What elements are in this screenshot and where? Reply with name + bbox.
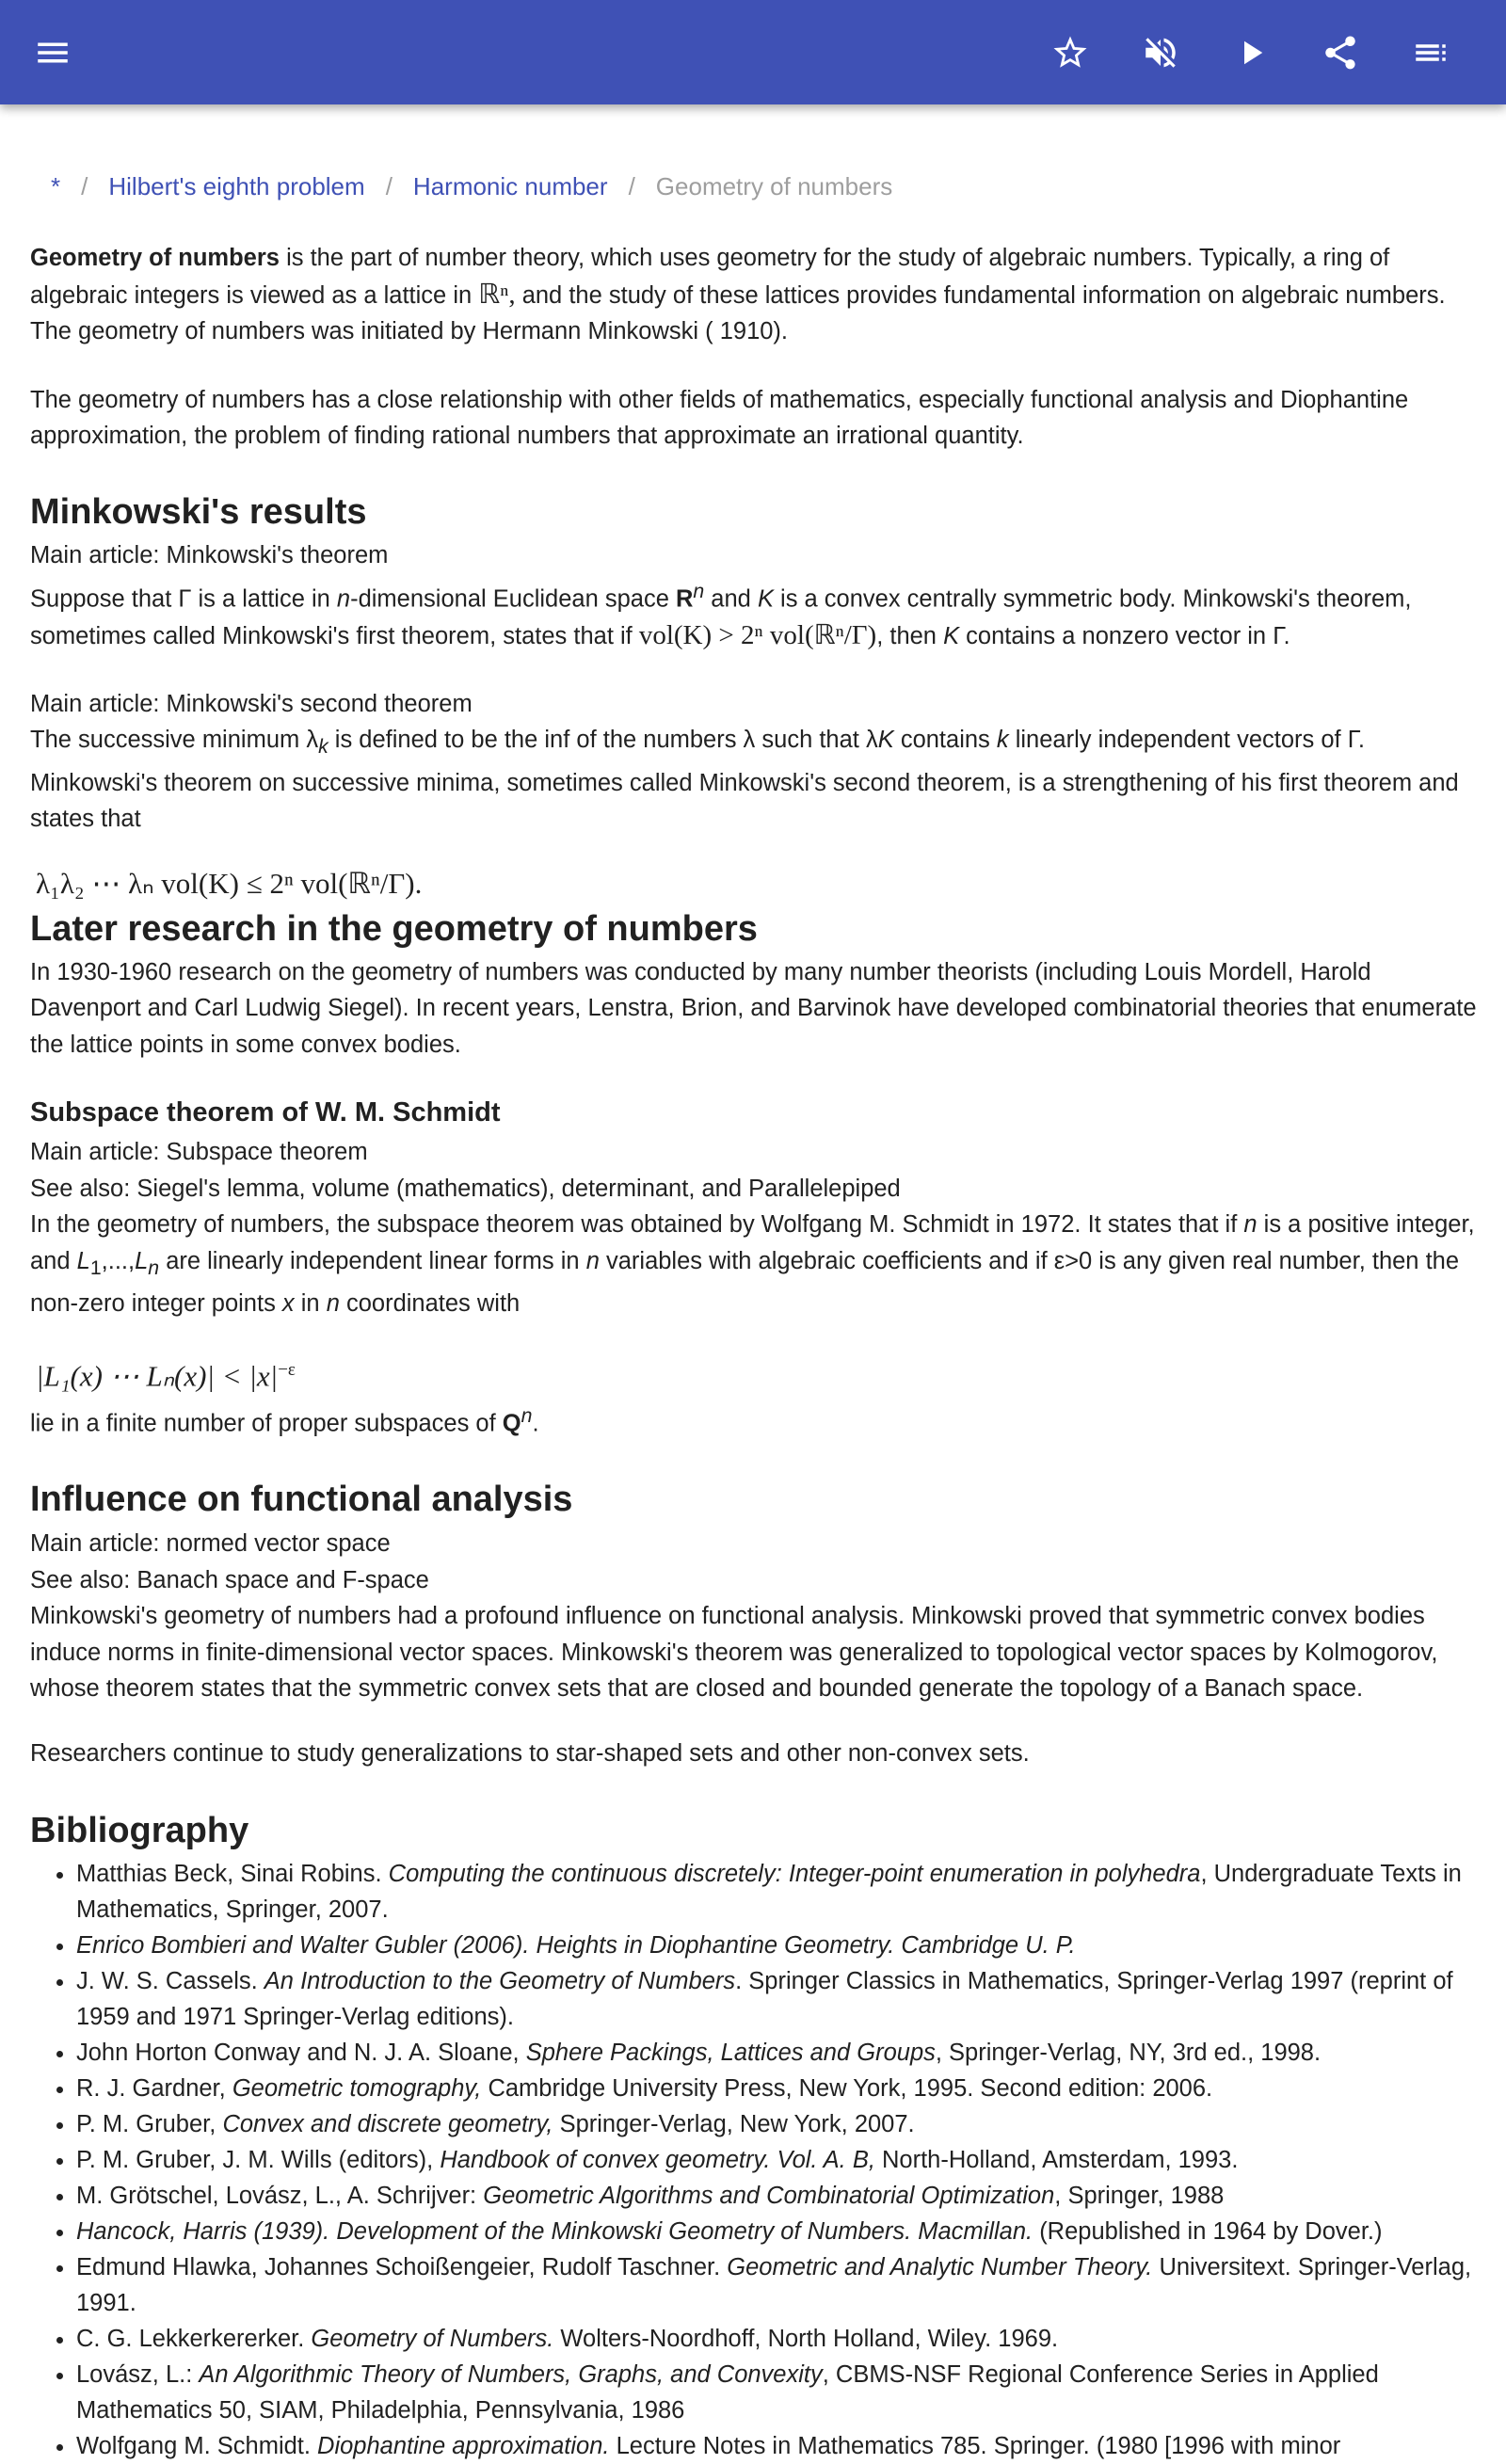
bibliography-text: Matthias Beck, Sinai Robins. bbox=[76, 1861, 389, 1888]
bibliography-item bbox=[76, 1856, 1480, 1928]
bibliography-text: Edmund Hlawka, Johannes Schoißengeier, Rudolf Taschner. bbox=[76, 2254, 728, 2281]
math-formula: λ₁λ₂ ⋯ λₙ vol(K) ≤ 2ⁿ vol(ℝⁿ/Γ). bbox=[36, 866, 423, 900]
paragraph bbox=[30, 1207, 1480, 1322]
text: is a positive integer, and bbox=[30, 1211, 1475, 1274]
text: is a convex centrally symmetric body. Minkowski's theorem, sometimes called Minkowski's first theorem, states that if bbox=[30, 585, 1412, 649]
share-icon[interactable] bbox=[1321, 33, 1360, 72]
bibliography-title: Geometric tomography, bbox=[232, 2075, 482, 2103]
bibliography-text: Wolters-Noordhoff, North Holland, Wiley. 1969. bbox=[553, 2326, 1059, 2353]
bibliography-list bbox=[30, 1856, 1480, 2464]
text: ,..., bbox=[101, 1247, 136, 1274]
bibliography-title: Enrico Bombieri and Walter Gubler (2006). Heights in Diophantine Geometry. Cambridge U. P. bbox=[76, 1932, 1076, 1960]
text: The successive minimum λ bbox=[30, 727, 319, 753]
bibliography-text: Lovász, L.: bbox=[76, 2361, 200, 2389]
text: in bbox=[294, 1290, 327, 1318]
breadcrumb-home[interactable]: * bbox=[51, 172, 61, 200]
bibliography-item bbox=[76, 1963, 1480, 2035]
bibliography-item bbox=[76, 2106, 1480, 2142]
bibliography-text: R. J. Gardner, bbox=[76, 2075, 232, 2103]
bibliography-text: Springer-Verlag, New York, 2007. bbox=[553, 2111, 915, 2138]
paragraph: Researchers continue to study generalizations to star-shaped sets and other non-convex sets. bbox=[30, 1739, 1030, 1767]
bibliography-item bbox=[76, 2214, 1480, 2249]
section-heading: Later research in the geometry of numbers bbox=[30, 908, 758, 949]
text: lie in a finite number of proper subspaces of bbox=[30, 1410, 503, 1437]
var: k bbox=[996, 727, 1009, 753]
bibliography-item bbox=[76, 2321, 1480, 2357]
text: is defined to be the inf of the numbers λ such that λ bbox=[328, 727, 878, 753]
see-also-note: See also: Banach space and F-space bbox=[30, 1566, 429, 1593]
text: contains bbox=[893, 727, 997, 753]
star-outline-icon[interactable] bbox=[1050, 33, 1090, 72]
var: Q bbox=[502, 1410, 521, 1437]
bibliography-text: P. M. Gruber, bbox=[76, 2111, 223, 2138]
var: n bbox=[326, 1290, 340, 1318]
main-article-note: Main article: Subspace theorem bbox=[30, 1139, 368, 1166]
text: -dimensional Euclidean space bbox=[350, 585, 676, 613]
bibliography-title: An Algorithmic Theory of Numbers, Graphs, and Convexity bbox=[199, 2361, 823, 2389]
bibliography-text: Lecture Notes in Mathematics 785. Springer. (1980 [1996 with minor bbox=[609, 2433, 1341, 2460]
bibliography-text: M. Grötschel, Lovász, L., A. Schrijver: bbox=[76, 2183, 484, 2210]
var: R bbox=[675, 585, 694, 613]
bibliography-item bbox=[76, 2428, 1480, 2464]
var: n bbox=[336, 585, 351, 613]
bibliography-title: Geometric and Analytic Number Theory. bbox=[727, 2254, 1153, 2281]
bibliography-text: . Springer Classics in Mathematics, Springer-Verlag 1997 (reprint of 1959 and 1971 Springer-Verlag editions). bbox=[76, 1968, 1453, 2031]
var: k bbox=[318, 735, 328, 759]
breadcrumb-separator: / bbox=[81, 172, 88, 200]
bibliography-text: , Undergraduate Texts in Mathematics, Springer, 2007. bbox=[76, 1861, 1462, 1924]
app-bar bbox=[0, 0, 1506, 104]
text: . bbox=[532, 1410, 539, 1437]
bibliography-title: Sphere Packings, Lattices and Groups bbox=[525, 2040, 936, 2067]
text: coordinates with bbox=[339, 1290, 521, 1318]
bibliography-text: J. W. S. Cassels. bbox=[76, 1968, 264, 1995]
paragraph: Minkowski's geometry of numbers had a profound influence on functional analysis. Minkowski proved that symmetric convex bodies induce norms in finite-dimensional vector spaces. Minkowski's theorem was generalized to topological vector spaces by Kolmogorov, whose theorem states that the symmetric convex sets that are closed and bounded generate the topology of a Banach space. bbox=[30, 1603, 1438, 1703]
breadcrumb bbox=[30, 168, 1480, 204]
bibliography-title: Hancock, Harris (1939). Development of the Minkowski Geometry of Numbers. Macmillan. bbox=[76, 2218, 1033, 2246]
var: K bbox=[757, 585, 774, 613]
bibliography-text: John Horton Conway and N. J. A. Sloane, bbox=[76, 2040, 526, 2067]
bibliography-text: (Republished in 1964 by Dover.) bbox=[1033, 2218, 1383, 2246]
bibliography-text: P. M. Gruber, J. M. Wills (editors), bbox=[76, 2147, 441, 2174]
bibliography-text: Cambridge University Press, New York, 1995. Second edition: 2006. bbox=[481, 2075, 1213, 2103]
bibliography-title: Geometry of Numbers. bbox=[311, 2326, 554, 2353]
var: L bbox=[76, 1247, 90, 1274]
text: In the geometry of numbers, the subspace theorem was obtained by Wolfgang M. Schmidt in 1972. It states that if bbox=[30, 1211, 1244, 1239]
breadcrumb-item[interactable]: Hilbert's eighth problem bbox=[108, 172, 365, 200]
var: n bbox=[693, 580, 705, 602]
bibliography-item bbox=[76, 2249, 1480, 2321]
intro-paragraph-2: The geometry of numbers has a close relationship with other fields of mathematics, especially functional analysis and Diophantine approximation, the problem of finding rational numbers that approximate an irrational quantity. bbox=[30, 386, 1409, 449]
var: n bbox=[1243, 1211, 1258, 1239]
math-formula bbox=[30, 1352, 1480, 1395]
bibliography-text: Universitext. Springer-Verlag, 1991. bbox=[76, 2254, 1472, 2317]
main-article-note: Main article: Minkowski's theorem bbox=[30, 541, 389, 568]
main-article-note: Main article: normed vector space bbox=[30, 1530, 391, 1558]
var: n bbox=[521, 1404, 533, 1428]
section-heading: Influence on functional analysis bbox=[30, 1480, 573, 1520]
text: linearly independent vectors of Γ. Minkowski's theorem on successive minima, sometimes called Minkowski's second theorem, is a strengthening of his first theorem and states that bbox=[30, 727, 1459, 833]
breadcrumb-item[interactable]: Harmonic number bbox=[412, 172, 608, 200]
text: contains a nonzero vector in Γ. bbox=[959, 623, 1290, 649]
breadcrumb-separator: / bbox=[385, 172, 393, 200]
main-article-note: Main article: Minkowski's second theorem bbox=[30, 690, 473, 717]
play-icon[interactable] bbox=[1231, 33, 1271, 72]
var: n bbox=[585, 1247, 600, 1274]
bibliography-title: Convex and discrete geometry, bbox=[222, 2111, 553, 2138]
text: Suppose that Γ is a lattice in bbox=[30, 585, 337, 613]
intro-paragraph bbox=[30, 240, 1480, 350]
breadcrumb-separator: / bbox=[628, 172, 635, 200]
text: and bbox=[704, 585, 758, 613]
bibliography-item bbox=[76, 2035, 1480, 2071]
math-inline: ℝⁿ, bbox=[478, 279, 516, 310]
formula-body: |L₁(x) ⋯ Lₙ(x)| < |x| bbox=[36, 1359, 279, 1393]
paragraph bbox=[30, 573, 1480, 655]
bibliography-title: Handbook of convex geometry. Vol. A. B, bbox=[440, 2147, 875, 2174]
var: L bbox=[135, 1247, 149, 1274]
term: Geometry of numbers bbox=[30, 245, 280, 271]
text: , then bbox=[876, 623, 944, 649]
bibliography-text: Wolfgang M. Schmidt. bbox=[76, 2433, 318, 2460]
var: K bbox=[943, 623, 960, 649]
bibliography-item bbox=[76, 2142, 1480, 2178]
var: x bbox=[281, 1290, 295, 1318]
bibliography-title: An Introduction to the Geometry of Numbers bbox=[264, 1968, 736, 1995]
breadcrumb-current: Geometry of numbers bbox=[655, 172, 893, 200]
bibliography-title: Geometric Algorithms and Combinatorial Optimization bbox=[483, 2183, 1055, 2210]
bibliography-item bbox=[76, 2357, 1480, 2428]
text: variables with algebraic coefficients and if ε>0 is any given real number, then the non-zero integer points bbox=[30, 1247, 1460, 1318]
bibliography-text: , CBMS-NSF Regional Conference Series in Applied Mathematics 50, SIAM, Philadelphia, Pennsylvania, 1986 bbox=[76, 2361, 1379, 2424]
text: is the part of number theory, which uses geometry for the study of algebraic numbers. Typically, a ring of algebraic integers is viewed as a lattice in bbox=[30, 245, 1390, 309]
text: are linearly independent linear forms in bbox=[159, 1247, 586, 1274]
section-heading: Minkowski's results bbox=[30, 491, 367, 532]
formula-exponent: −ε bbox=[278, 1359, 296, 1380]
paragraph bbox=[30, 722, 1480, 838]
bibliography-title: Diophantine approximation. bbox=[317, 2433, 610, 2460]
bibliography-text: , Springer-Verlag, NY, 3rd ed., 1998. bbox=[935, 2040, 1322, 2067]
math-inline: vol(K) > 2ⁿ vol(ℝⁿ/Γ) bbox=[638, 620, 877, 650]
menu-icon[interactable] bbox=[33, 33, 72, 72]
article bbox=[30, 168, 1480, 2464]
var: K bbox=[877, 727, 894, 753]
see-also-note: See also: Siegel's lemma, volume (mathematics), determinant, and Parallelepiped bbox=[30, 1175, 901, 1202]
paragraph: In 1930-1960 research on the geometry of numbers was conducted by many number theorists (including Louis Mordell, Harold Davenport and Carl Ludwig Siegel). In recent years, Lenstra, Brion, and Barvinok have developed combinatorial theories that enumerate the lattice points in some convex bodies. bbox=[30, 958, 1477, 1058]
bibliography-text: C. G. Lekkerkererker. bbox=[76, 2326, 312, 2353]
text: and the study of these lattices provides fundamental information on algebraic numbers. The geometry of numbers was initiated by Hermann Minkowski ( 1910). bbox=[30, 281, 1446, 344]
bibliography-item bbox=[76, 1928, 1480, 1963]
playlist-icon[interactable] bbox=[1411, 33, 1450, 72]
bibliography-text: North-Holland, Amsterdam, 1993. bbox=[874, 2147, 1239, 2174]
bibliography-text: , Springer, 1988 bbox=[1054, 2183, 1225, 2210]
volume-off-icon[interactable] bbox=[1141, 33, 1180, 72]
section-heading: Bibliography bbox=[30, 1811, 249, 1851]
bibliography-item bbox=[76, 2178, 1480, 2214]
subsection-heading: Subspace theorem of W. M. Schmidt bbox=[30, 1097, 501, 1128]
bibliography-item bbox=[76, 2071, 1480, 2106]
bibliography-title: Computing the continuous discretely: Integer-point enumeration in polyhedra bbox=[388, 1861, 1201, 1888]
subscript: n bbox=[148, 1256, 160, 1279]
subscript: 1 bbox=[89, 1256, 102, 1279]
paragraph bbox=[30, 1398, 1480, 1442]
